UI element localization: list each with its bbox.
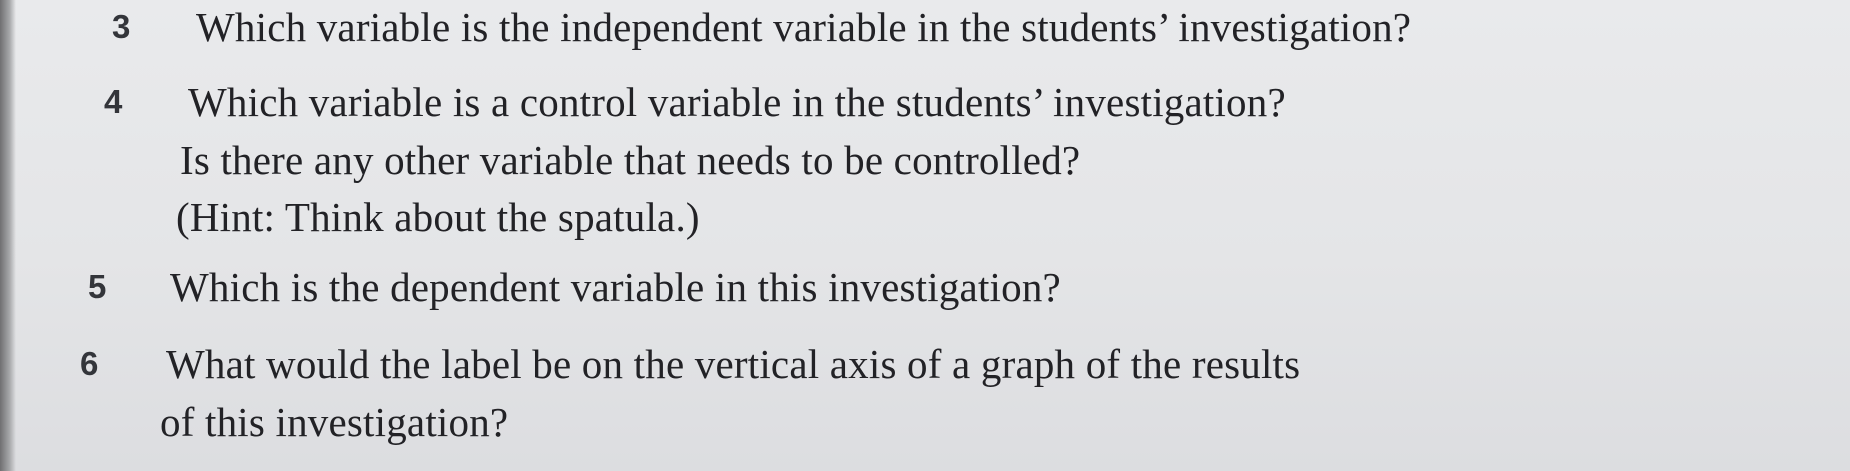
question-text: Which variable is a control variable in the students’ investigation? [188, 79, 1286, 125]
question-text: Is there any other variable that needs to be controlled? [180, 137, 1081, 183]
question-number: 6 [80, 345, 99, 382]
question-text: What would the label be on the vertical axis of a graph of the results [166, 341, 1301, 387]
question-text: Which variable is the independent variable in the students’ investigation? [196, 4, 1412, 50]
question-number: 3 [112, 8, 131, 45]
question-text: (Hint: Think about the spatula.) [176, 194, 700, 240]
question-number: 5 [88, 268, 107, 305]
page-edge-shadow [0, 0, 16, 471]
question-text: Which is the dependent variable in this investigation? [170, 264, 1061, 310]
question-text: of this investigation? [160, 399, 509, 445]
question-number: 4 [104, 83, 123, 120]
